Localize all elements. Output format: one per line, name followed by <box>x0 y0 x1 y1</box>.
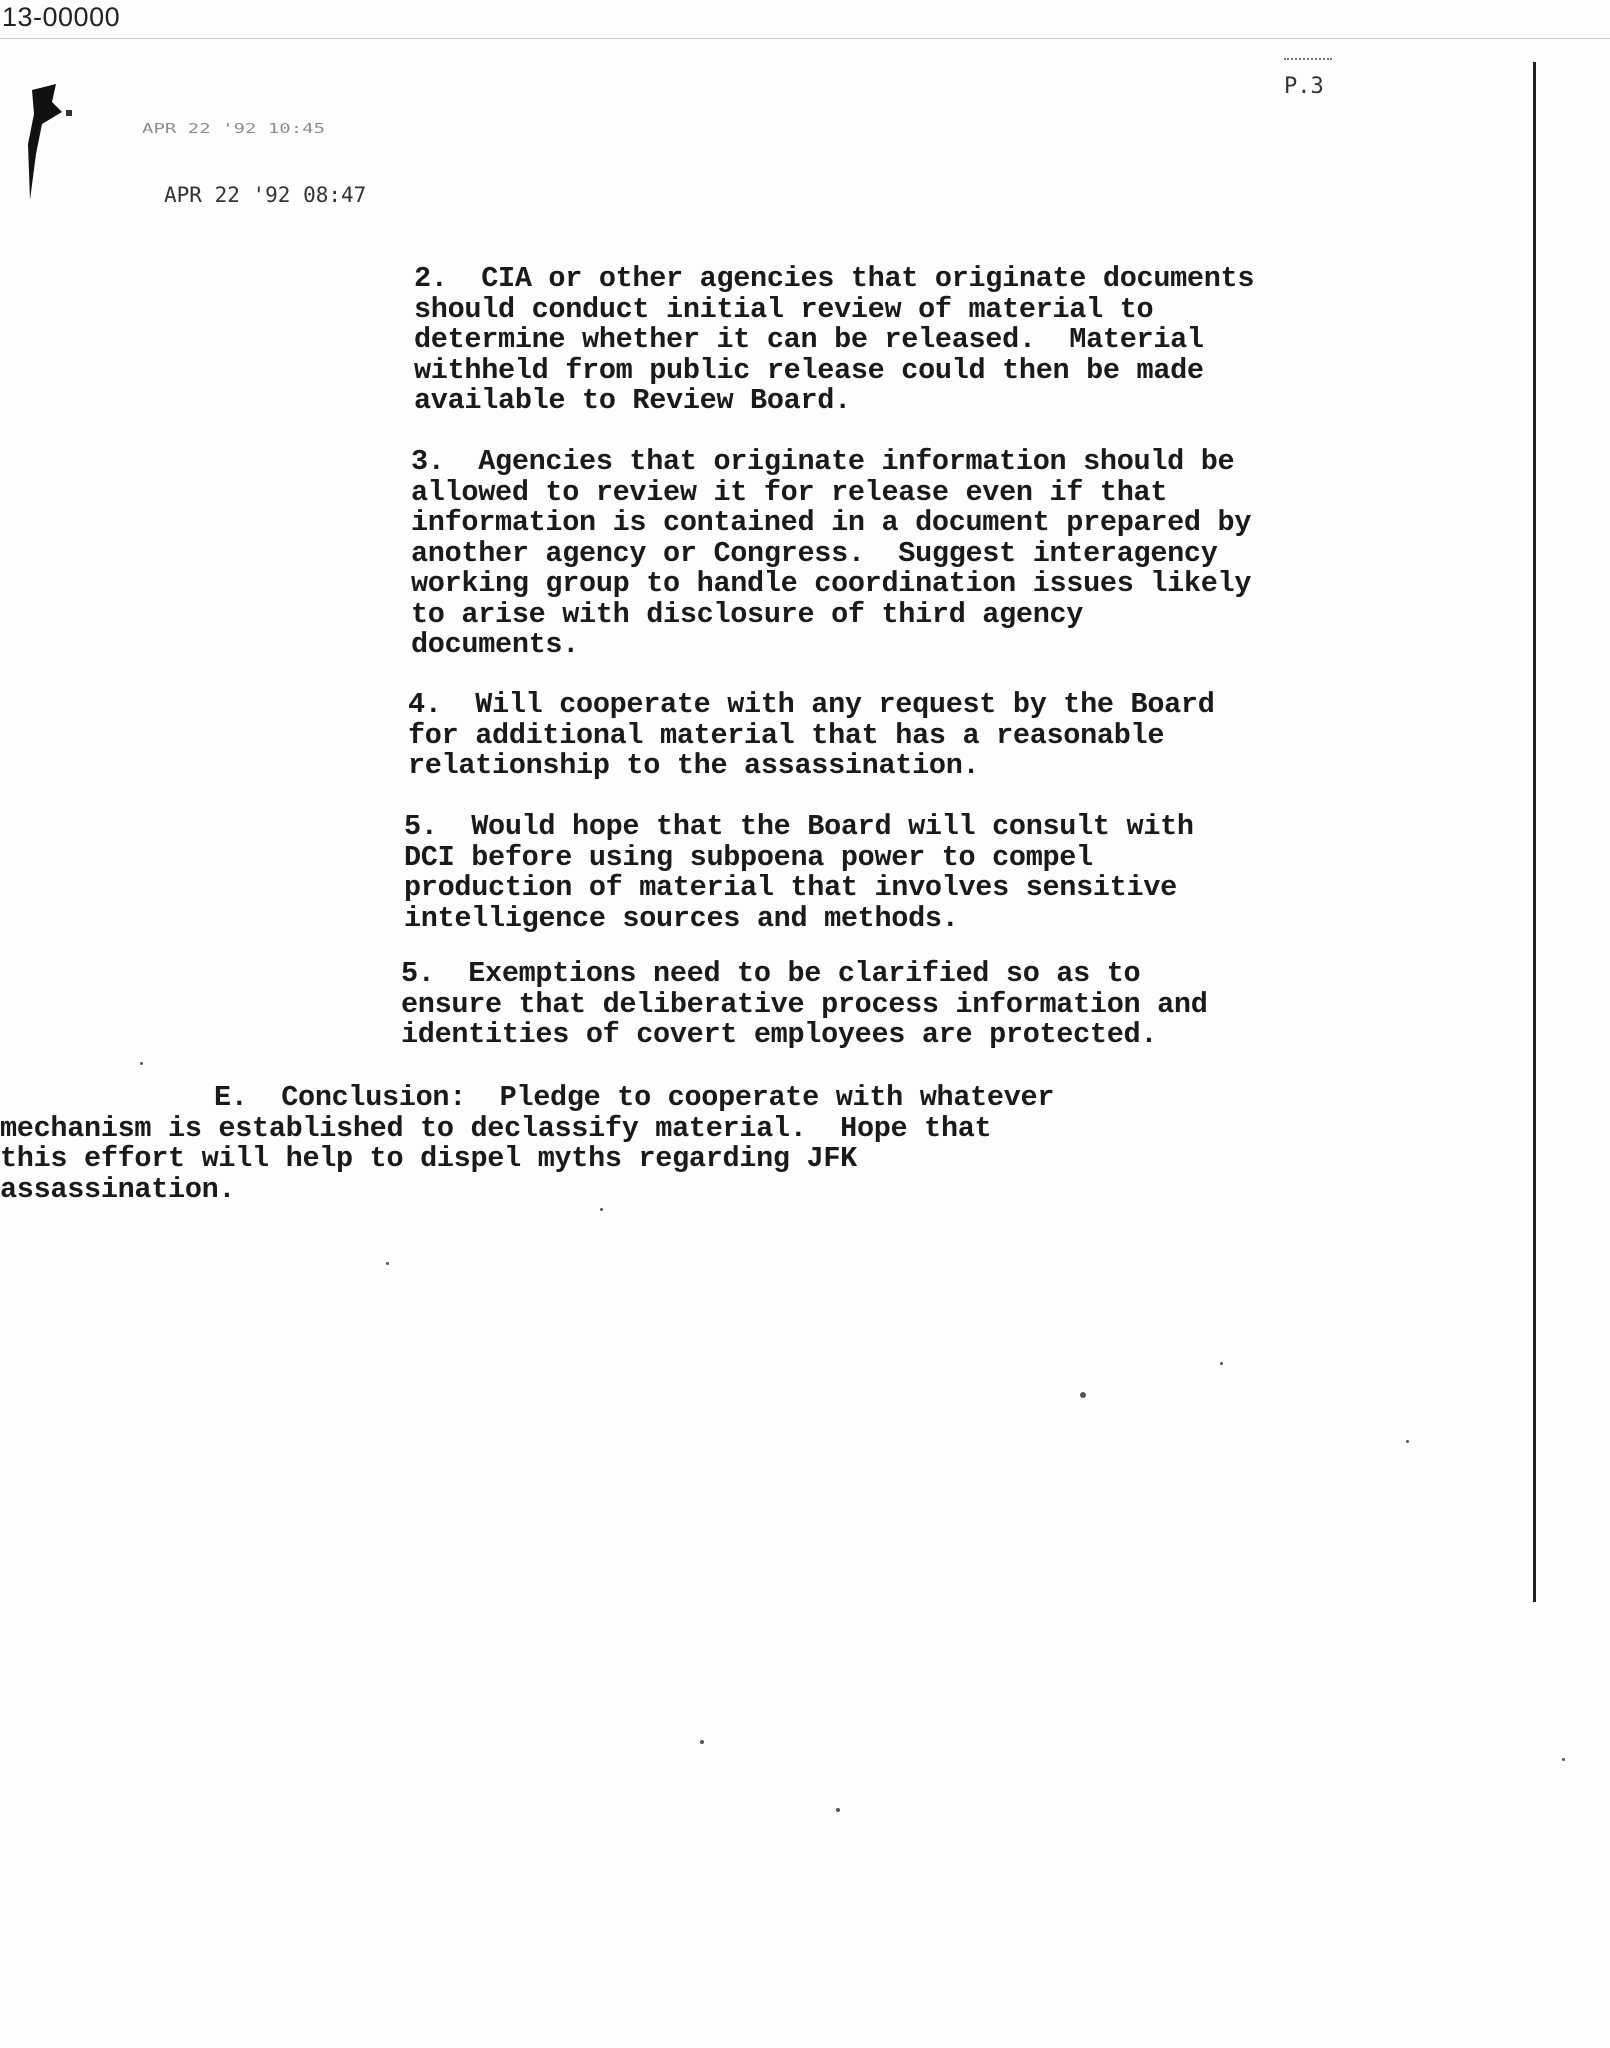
scan-speck <box>1080 1392 1086 1398</box>
paragraph-3: 3. Agencies that originate information should be allowed to review it for release even if that information is contained in a document prepared by another agency or Congress. Suggest interagency working group to handle coordination issues likely to arise with disclosure of third agency documents. <box>411 445 1252 661</box>
scan-speck <box>140 1062 143 1065</box>
conclusion-body: mechanism is established to declassify material. Hope that this effort will help to dispel myths regarding JFK assassination. <box>0 1111 992 1206</box>
document-id: 13-00000 <box>2 2 121 32</box>
paragraph-5-exemptions: 5. Exemptions need to be clarified so as to ensure that deliberative process information and identities of covert employees are protected. <box>401 957 1208 1051</box>
conclusion-section <box>0 1081 1205 1206</box>
fax-timestamp <box>142 80 366 248</box>
scan-speck <box>1406 1440 1409 1443</box>
fax-timestamp-line-1: APR 22 '92 10:45 <box>142 121 326 137</box>
conclusion-first-line: Pledge to cooperate with whatever <box>466 1081 1055 1114</box>
page-number-dash <box>1284 58 1332 62</box>
scan-speck <box>386 1262 389 1265</box>
scan-speck <box>836 1808 840 1812</box>
scan-speck <box>700 1740 704 1744</box>
scan-speck <box>600 1208 603 1211</box>
paragraph-5-subpoena: 5. Would hope that the Board will consult with DCI before using subpoena power to compel production of material that involves sensitive intelligence sources and methods. <box>404 810 1194 935</box>
binder-mark <box>12 84 72 204</box>
fax-timestamp-line-2: APR 22 '92 08:47 <box>164 183 367 207</box>
top-rule <box>0 38 1610 39</box>
scan-speck <box>1220 1362 1223 1365</box>
paragraph-4: 4. Will cooperate with any request by the Board for additional material that has a reasonable relationship to the assassination. <box>408 688 1215 782</box>
conclusion-heading: E. Conclusion: <box>214 1081 467 1114</box>
scan-speck <box>1562 1758 1565 1761</box>
paragraph-2: 2. CIA or other agencies that originate documents should conduct initial review of material to determine whether it can be released. Material withheld from public release could then be made available to Review Board. <box>414 262 1255 417</box>
page-edge-line <box>1533 62 1536 1602</box>
page-number: P.3 <box>1284 74 1324 99</box>
